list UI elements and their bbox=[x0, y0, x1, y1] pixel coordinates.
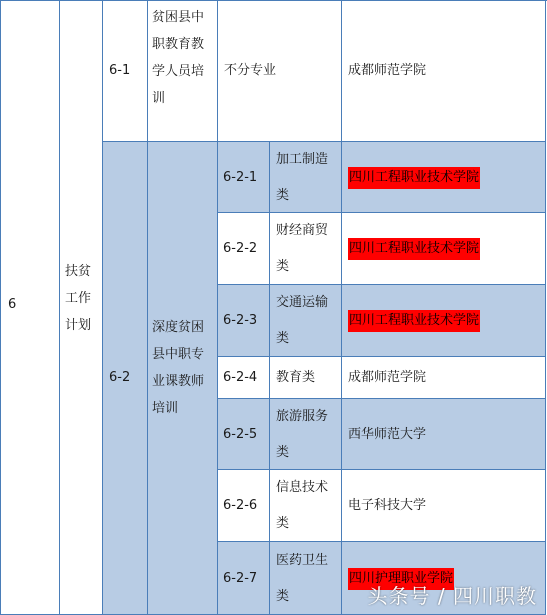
sub-code-cell bbox=[218, 399, 270, 470]
sub-category-cell bbox=[270, 142, 342, 213]
sub-code: 6-2-3 bbox=[223, 313, 258, 328]
g1-major: 不分专业 bbox=[224, 63, 277, 78]
sub-category-cell bbox=[270, 399, 342, 470]
sub-category bbox=[276, 213, 342, 285]
highlighted-school: 四川工程职业技术学院 bbox=[348, 238, 480, 260]
sub-category-cell bbox=[270, 213, 342, 285]
sub-code: 6-2-6 bbox=[223, 498, 258, 513]
sub-school-cell bbox=[342, 470, 546, 542]
sub-category bbox=[276, 360, 342, 396]
plan-cell bbox=[60, 0, 103, 615]
g1-school: 成都师范学院 bbox=[348, 63, 427, 78]
g1-name-line: 训 bbox=[152, 91, 166, 106]
watermark: 头条号 / 四川职教 bbox=[367, 584, 537, 608]
sub-category-line: 教育类 bbox=[276, 370, 316, 385]
sub-category bbox=[276, 470, 342, 542]
sub-school-cell bbox=[342, 399, 546, 470]
g2-code: 6-2 bbox=[109, 370, 131, 385]
sub-code: 6-2-5 bbox=[223, 427, 258, 442]
g1-code-cell bbox=[103, 0, 148, 142]
g1-major-cell bbox=[218, 0, 342, 142]
g2-name-line: 县中职专 bbox=[152, 347, 205, 362]
g2-name-cell bbox=[148, 142, 218, 615]
sub-school: 西华师范大学 bbox=[348, 427, 427, 442]
sub-category-line: 类 bbox=[276, 259, 290, 274]
sub-school-cell bbox=[342, 285, 546, 357]
sub-school: 成都师范学院 bbox=[348, 370, 427, 385]
sub-code: 6-2-4 bbox=[223, 370, 258, 385]
g1-name bbox=[152, 4, 212, 112]
sub-code-cell bbox=[218, 357, 270, 399]
number-cell bbox=[0, 0, 60, 615]
sub-category-line: 信息技术 bbox=[276, 480, 329, 495]
g1-school-cell bbox=[342, 0, 546, 142]
plan-line: 计划 bbox=[65, 318, 92, 333]
highlighted-school: 四川工程职业技术学院 bbox=[348, 167, 480, 189]
g1-name-cell bbox=[148, 0, 218, 142]
sub-code: 6-2-1 bbox=[223, 170, 258, 185]
table-top-border bbox=[0, 0, 547, 1]
sub-category bbox=[276, 142, 342, 214]
g2-name-line: 深度贫困 bbox=[152, 320, 205, 335]
sub-category-cell bbox=[270, 357, 342, 399]
sub-code-cell bbox=[218, 285, 270, 357]
highlighted-school: 四川工程职业技术学院 bbox=[348, 310, 480, 332]
sub-code-cell bbox=[218, 470, 270, 542]
sub-category bbox=[276, 543, 342, 615]
sub-category-cell bbox=[270, 542, 342, 615]
sub-school: 电子科技大学 bbox=[348, 498, 427, 513]
g1-code: 6-1 bbox=[109, 63, 131, 78]
sub-category-cell bbox=[270, 285, 342, 357]
sub-category-cell bbox=[270, 470, 342, 542]
sub-category bbox=[276, 285, 342, 357]
sub-category-line: 医药卫生 bbox=[276, 553, 329, 568]
sub-code: 6-2-2 bbox=[223, 241, 258, 256]
number-text: 6 bbox=[8, 297, 17, 312]
sub-category-line: 交通运输 bbox=[276, 295, 329, 310]
sub-category-line: 类 bbox=[276, 445, 290, 460]
sub-school-cell bbox=[342, 213, 546, 285]
g2-code-cell bbox=[103, 142, 148, 615]
sub-code: 6-2-7 bbox=[223, 571, 258, 586]
sub-code-cell bbox=[218, 213, 270, 285]
g1-name-line: 职教育教 bbox=[152, 37, 205, 52]
highlighted-school: 四川护理职业学院 bbox=[348, 568, 454, 590]
g1-name-line: 贫困县中 bbox=[152, 10, 205, 25]
sub-category-line: 旅游服务 bbox=[276, 409, 329, 424]
sub-category-line: 类 bbox=[276, 188, 290, 203]
sub-category-line: 类 bbox=[276, 331, 290, 346]
sub-category-line: 财经商贸 bbox=[276, 223, 329, 238]
g2-name bbox=[152, 314, 212, 422]
sub-school-cell bbox=[342, 357, 546, 399]
sub-category bbox=[276, 399, 342, 471]
plan-line: 扶贫 bbox=[65, 264, 92, 279]
sub-school-cell bbox=[342, 142, 546, 213]
sub-category-line: 类 bbox=[276, 516, 290, 531]
plan-line: 工作 bbox=[65, 291, 92, 306]
g2-name-line: 业课教师 bbox=[152, 374, 205, 389]
g2-name-line: 培训 bbox=[152, 401, 179, 416]
sub-category-line: 类 bbox=[276, 589, 290, 604]
g1-name-line: 学人员培 bbox=[152, 64, 205, 79]
sub-code-cell bbox=[218, 542, 270, 615]
sub-code-cell bbox=[218, 142, 270, 213]
sub-category-line: 加工制造 bbox=[276, 152, 329, 167]
